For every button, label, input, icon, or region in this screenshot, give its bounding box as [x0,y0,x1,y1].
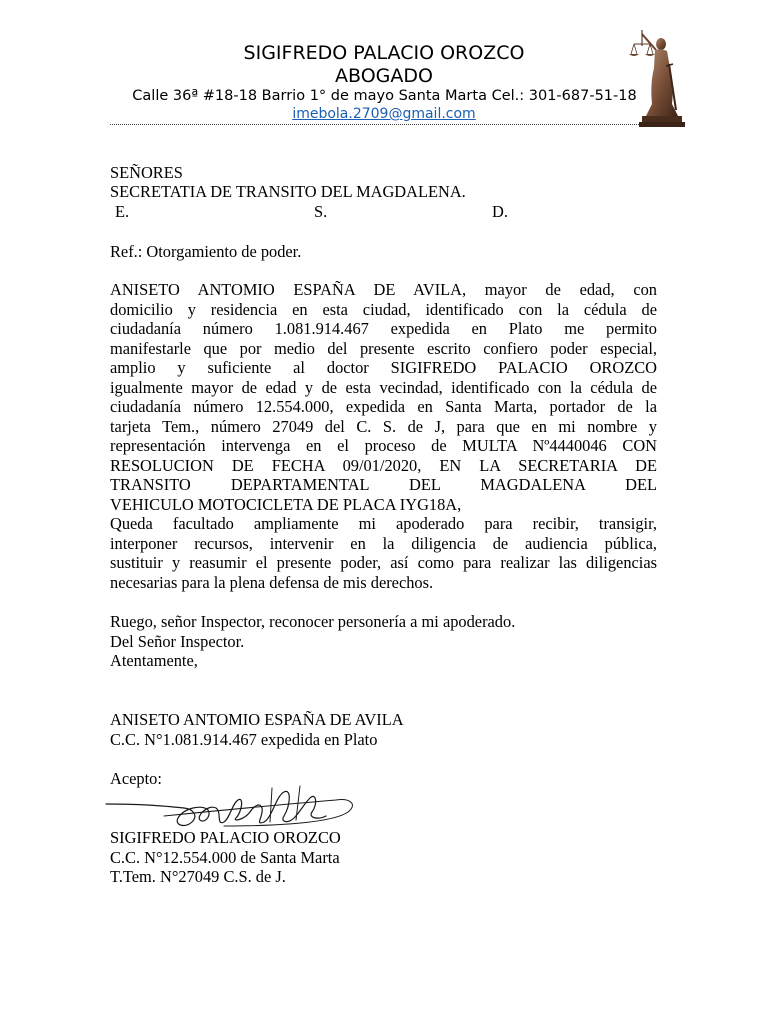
recipient-line-1: SEÑORES [110,163,183,182]
body-line: igualmente mayor de edad y de esta vecindad, identificado con la cédula de [110,377,657,397]
recipient-e: E. [115,202,130,221]
body-line: manifestarle que por medio del presente escrito confiero poder especial, [110,338,657,358]
body-line: amplio y suficiente al doctor SIGIFREDO PALACIO OROZCO [110,358,657,377]
body-line: ciudadanía número 1.081.914.467 expedida en Plato me permito [110,319,657,338]
acceptance-label: Acepto: [110,769,162,788]
body-line: RESOLUCION DE FECHA 09/01/2020, EN LA SECRETARIA DE [110,455,657,475]
acceptor-id: C.C. N°12.554.000 de Santa Marta [110,848,340,867]
acceptor-name: SIGIFREDO PALACIO OROZCO [110,828,341,847]
recipient-d: D. [492,202,508,221]
body-line: ANISETO ANTOMIO ESPAÑA DE AVILA, mayor de edad, con [110,280,657,299]
body-line: ciudadanía número 12.554.000, expedida en Santa Marta, portador de la [110,397,657,416]
lawyer-address: Calle 36ª #18-18 Barrio 1° de mayo Santa Marta Cel.: 301-687-51-18 [132,88,637,104]
lady-justice-statue-icon [626,24,688,128]
closing-line-3: Atentamente, [110,651,198,670]
body-line: sustituir y reasumir el presente poder, así como para realizar las diligencias [110,553,657,572]
body-line: Queda facultado ampliamente mi apoderado para recibir, transigir, [110,514,657,533]
header-divider [110,124,657,125]
reference-line: Ref.: Otorgamiento de poder. [110,242,302,261]
body-line: interponer recursos, intervenir en la diligencia de audiencia pública, [110,533,657,553]
recipient-line-2: SECRETATIA DE TRANSITO DEL MAGDALENA. [110,182,466,201]
lawyer-title: ABOGADO [335,65,433,87]
body-line: representación intervenga en el proceso de MULTA Nº4440046 CON [110,436,657,455]
body-paragraph-2 [110,514,657,592]
lawyer-name: SIGIFREDO PALACIO OROZCO [243,42,525,64]
grantor-id: C.C. N°1.081.914.467 expedida en Plato [110,730,378,749]
closing-line-2: Del Señor Inspector. [110,632,245,651]
body-line: domicilio y residencia en esta ciudad, identificado con la cédula de [110,299,657,319]
body-line: tarjeta Tem., número 27049 del C. S. de J, para que en mi nombre y [110,416,657,436]
body-line: TRANSITO DEPARTAMENTAL DEL MAGDALENA DEL [110,475,657,494]
body-line: VEHICULO MOTOCICLETA DE PLACA IYG18A, [110,494,462,514]
grantor-name: ANISETO ANTOMIO ESPAÑA DE AVILA [110,710,404,729]
acceptor-card: T.Tem. N°27049 C.S. de J. [110,867,286,886]
lawyer-email-link[interactable]: imebola.2709@gmail.com [292,106,476,122]
recipient-esd [110,202,657,222]
handwritten-signature [104,782,364,832]
body-paragraph-1 [110,280,657,514]
closing-line-1: Ruego, señor Inspector, reconocer personería a mi apoderado. [110,612,516,631]
recipient-s: S. [314,202,328,221]
body-line: necesarias para la plena defensa de mis derechos. [110,572,434,592]
